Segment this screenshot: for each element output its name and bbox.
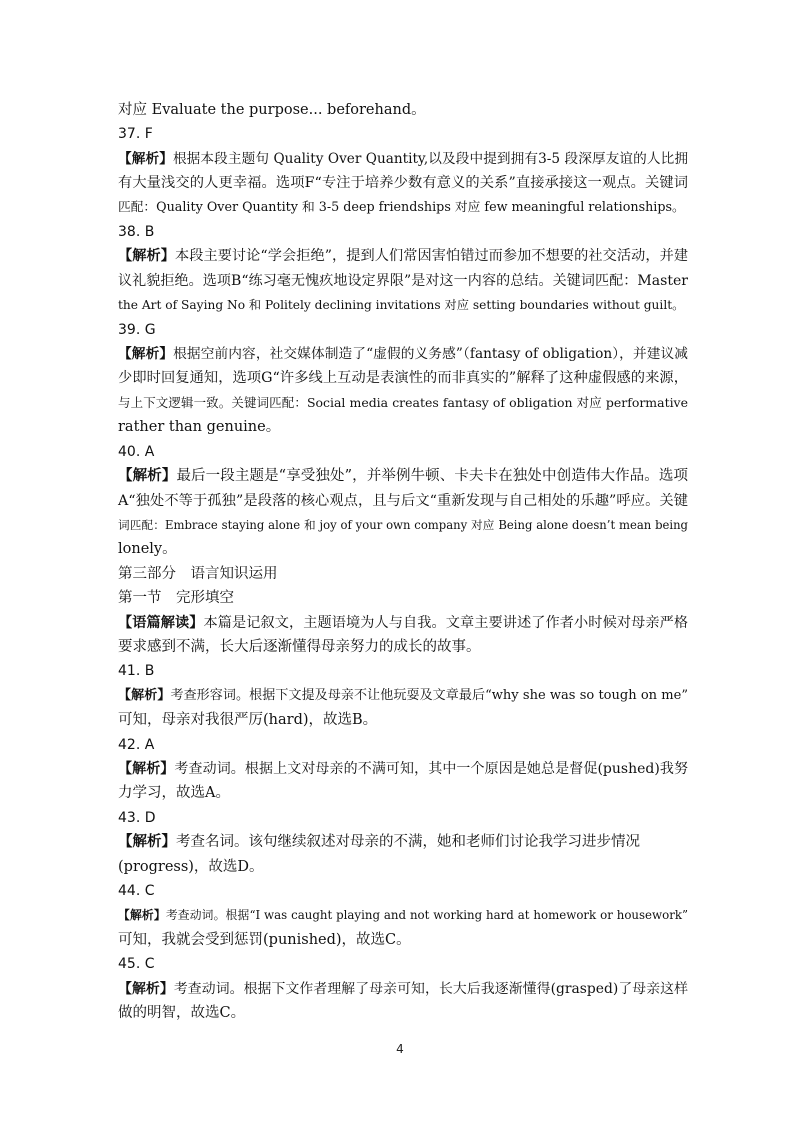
analysis-line (118, 684, 688, 708)
analysis-tag: 【解析】 (118, 150, 173, 167)
body-text-line: 要求感到不满，长大后逐渐懂得母亲努力的成长的故事。 (118, 638, 481, 655)
body-text-line: 少即时回复通知，选项G“许多线上互动是表演性的而非真实的”解释了这种虚假感的来源， (118, 370, 688, 387)
answer-key-line: 41. B (118, 663, 155, 680)
analysis-text: 考查名词。该句继续叙述对母亲的不满，她和老师们讨论我学习进步情况 (176, 834, 640, 851)
body-text-line: the Art of Saying No 和 Politely declining invitations 对应 setting boundaries without guilt。 (118, 298, 685, 313)
analysis-tag: 【解析】 (118, 908, 166, 923)
body-text-line: 力学习，故选A。 (118, 785, 230, 802)
analysis-text: 考查动词。根据下文作者理解了母亲可知，长大后我逐渐懂得(grasped)了母亲这样 (173, 980, 688, 997)
body-text-line: 可知，母亲对我很严厉(hard)，故选B。 (118, 712, 378, 729)
analysis-line (118, 830, 688, 854)
analysis-text: 最后一段主题是“享受独处”，并举例牛顿、卡夫卡在独处中创造伟大作品。选项 (176, 468, 689, 485)
analysis-tag: 【解析】 (118, 346, 174, 363)
analysis-text: 根据空前内容，社交媒体制造了“虚假的义务感”（fantasy of obligation），并建议减 (173, 346, 688, 363)
body-text-line: (progress)，故选D。 (118, 858, 264, 875)
analysis-line (118, 464, 688, 488)
answer-key-line: 37. F (118, 126, 153, 143)
body-text-line: 议礼貌拒绝。选项B“练习毫无愧疚地设定界限”是对这一内容的总结。关键词匹配：Master (118, 272, 688, 289)
answer-key-line: 45. C (118, 956, 155, 973)
body-text-line: 词匹配：Embrace staying alone 和 joy of your own company 对应 Being alone doesn’t mean being (118, 517, 688, 532)
analysis-line (118, 757, 688, 781)
body-text-line: 匹配：Quality Over Quantity 和 3-5 deep friendships 对应 few meaningful relationships。 (118, 199, 685, 215)
body-text-line: 有大量浅交的人更幸福。选项F“专注于培养少数有意义的关系”直接承接这一观点。关键词 (118, 175, 688, 192)
analysis-line (118, 244, 688, 268)
body-text-line: 对应 Evaluate the purpose... beforehand。 (118, 102, 426, 118)
analysis-line (118, 147, 688, 171)
answer-analysis-body (118, 98, 688, 1025)
answer-key-line: 42. A (118, 736, 155, 753)
analysis-tag: 【解析】 (118, 760, 175, 777)
analysis-line (118, 611, 688, 635)
body-text-line: lonely。 (118, 541, 177, 558)
answer-key-line: 44. C (118, 883, 155, 899)
analysis-text: 考查动词。根据上文对母亲的不满可知，其中一个原因是她总是督促(pushed)我努 (174, 760, 688, 777)
answer-key-line: 40. A (118, 443, 155, 460)
analysis-tag: 【解析】 (118, 833, 176, 851)
analysis-text: 本篇是记叙文，主题语境为人与自我。文章主要讲述了作者小时候对母亲严格 (203, 614, 688, 631)
analysis-text: 根据本段主题句 Quality Over Quantity,以及段中提到拥有3-5 段深厚友谊的人比拥 (172, 150, 688, 167)
answer-key-line: 38. B (118, 224, 155, 241)
analysis-text: 本段主要讨论“学会拒绝”，提到人们常因害怕错过而参加不想要的社交活动，并建 (174, 248, 688, 265)
body-text-line: 可知，我就会受到惩罚(punished)，故选C。 (118, 931, 411, 948)
analysis-line (118, 903, 688, 927)
body-text-line: 第三部分 语言知识运用 (118, 565, 278, 582)
analysis-tag: 【解析】 (118, 467, 177, 485)
analysis-line (118, 977, 688, 1001)
analysis-line (118, 342, 688, 366)
answer-key-line: 39. G (118, 321, 156, 338)
analysis-tag: 【解析】 (118, 687, 171, 703)
body-text-line: 第一节 完形填空 (118, 590, 234, 607)
page-number: 4 (396, 1042, 404, 1056)
body-text-line: A“独处不等于孤独”是段落的核心观点，且与后文“重新发现与自己相处的乐趣”呼应。关键 (118, 492, 688, 509)
analysis-tag: 【语篇解读】 (118, 614, 204, 631)
body-text-line: rather than genuine。 (118, 419, 281, 436)
body-text-line: 与上下文逻辑一致。关键词匹配：Social media creates fantasy of obligation 对应 performative (118, 394, 688, 410)
analysis-text: 考查动词。根据“I was caught playing and not working hard at homework or housework” (165, 908, 689, 923)
body-text-line: 做的明智，故选C。 (118, 1005, 246, 1022)
analysis-text: 考查形容词。根据下文提及母亲不让他玩耍及文章最后“why she was so tough on me” (170, 687, 689, 703)
analysis-tag: 【解析】 (118, 248, 175, 265)
analysis-tag: 【解析】 (118, 980, 174, 997)
answer-key-line: 43. D (118, 809, 156, 826)
